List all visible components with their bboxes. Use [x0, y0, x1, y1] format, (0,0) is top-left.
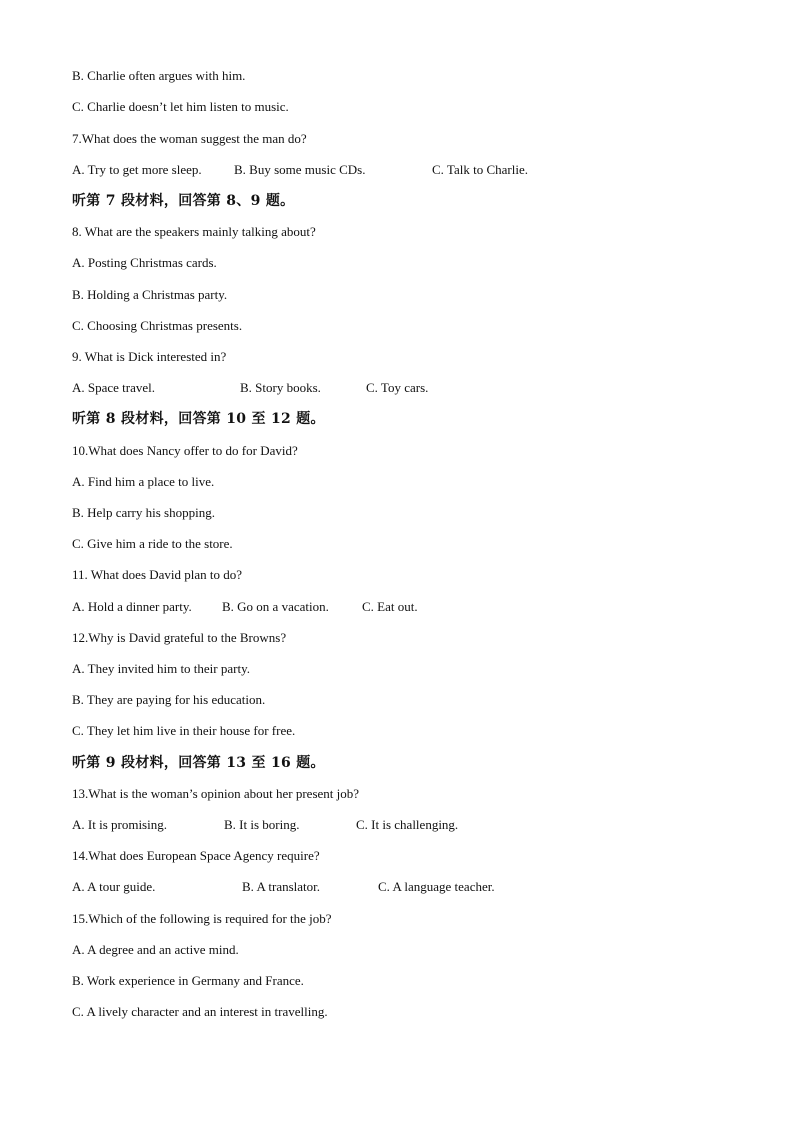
option-10c: C. Give him a ride to the store. — [72, 536, 233, 551]
option-6c: C. Charlie doesn’t let him listen to music. — [72, 99, 289, 114]
option-15b: B. Work experience in Germany and France. — [72, 973, 304, 988]
option-12c: C. They let him live in their house for free. — [72, 723, 296, 738]
option-8b: B. Holding a Christmas party. — [72, 287, 228, 302]
option-13a: A. It is promising. — [72, 817, 167, 832]
option-13b: B. It is boring. — [224, 817, 300, 832]
option-7b: B. Buy some music CDs. — [234, 162, 366, 177]
option-10a: A. Find him a place to live. — [72, 474, 215, 489]
question-15: 15.Which of the following is required for the job? — [72, 911, 332, 926]
question-13: 13.What is the woman’s opinion about her present job? — [72, 786, 360, 801]
section-heading-9: 听第 9 段材料，回答第 13 至 16 题。 — [72, 755, 325, 771]
option-9c: C. Toy cars. — [366, 380, 429, 395]
option-12a: A. They invited him to their party. — [72, 661, 250, 676]
question-9: 9. What is Dick interested in? — [72, 349, 227, 364]
option-8a: A. Posting Christmas cards. — [72, 255, 217, 270]
option-14c: C. A language teacher. — [378, 879, 495, 894]
option-14a: A. A tour guide. — [72, 879, 156, 894]
question-11: 11. What does David plan to do? — [72, 567, 243, 582]
option-15c: C. A lively character and an interest in travelling. — [72, 1004, 328, 1019]
section-heading-7: 听第 7 段材料，回答第 8、9 题。 — [72, 193, 295, 209]
option-9a: A. Space travel. — [72, 380, 156, 395]
question-8: 8. What are the speakers mainly talking about? — [72, 224, 316, 239]
option-7c: C. Talk to Charlie. — [432, 162, 528, 177]
section-heading-8: 听第 8 段材料，回答第 10 至 12 题。 — [72, 411, 325, 427]
option-12b: B. They are paying for his education. — [72, 692, 266, 707]
option-10b: B. Help carry his shopping. — [72, 505, 215, 520]
option-11b: B. Go on a vacation. — [222, 599, 329, 614]
option-13c: C. It is challenging. — [356, 817, 459, 832]
option-9b: B. Story books. — [240, 380, 321, 395]
question-7: 7.What does the woman suggest the man do? — [72, 131, 307, 146]
option-8c: C. Choosing Christmas presents. — [72, 318, 243, 333]
question-14: 14.What does European Space Agency require? — [72, 848, 320, 863]
question-12: 12.Why is David grateful to the Browns? — [72, 630, 287, 645]
option-6b: B. Charlie often argues with him. — [72, 68, 246, 83]
option-15a: A. A degree and an active mind. — [72, 942, 239, 957]
option-11a: A. Hold a dinner party. — [72, 599, 192, 614]
question-10: 10.What does Nancy offer to do for David? — [72, 443, 298, 458]
option-11c: C. Eat out. — [362, 599, 418, 614]
option-7a: A. Try to get more sleep. — [72, 162, 202, 177]
option-14b: B. A translator. — [242, 879, 320, 894]
